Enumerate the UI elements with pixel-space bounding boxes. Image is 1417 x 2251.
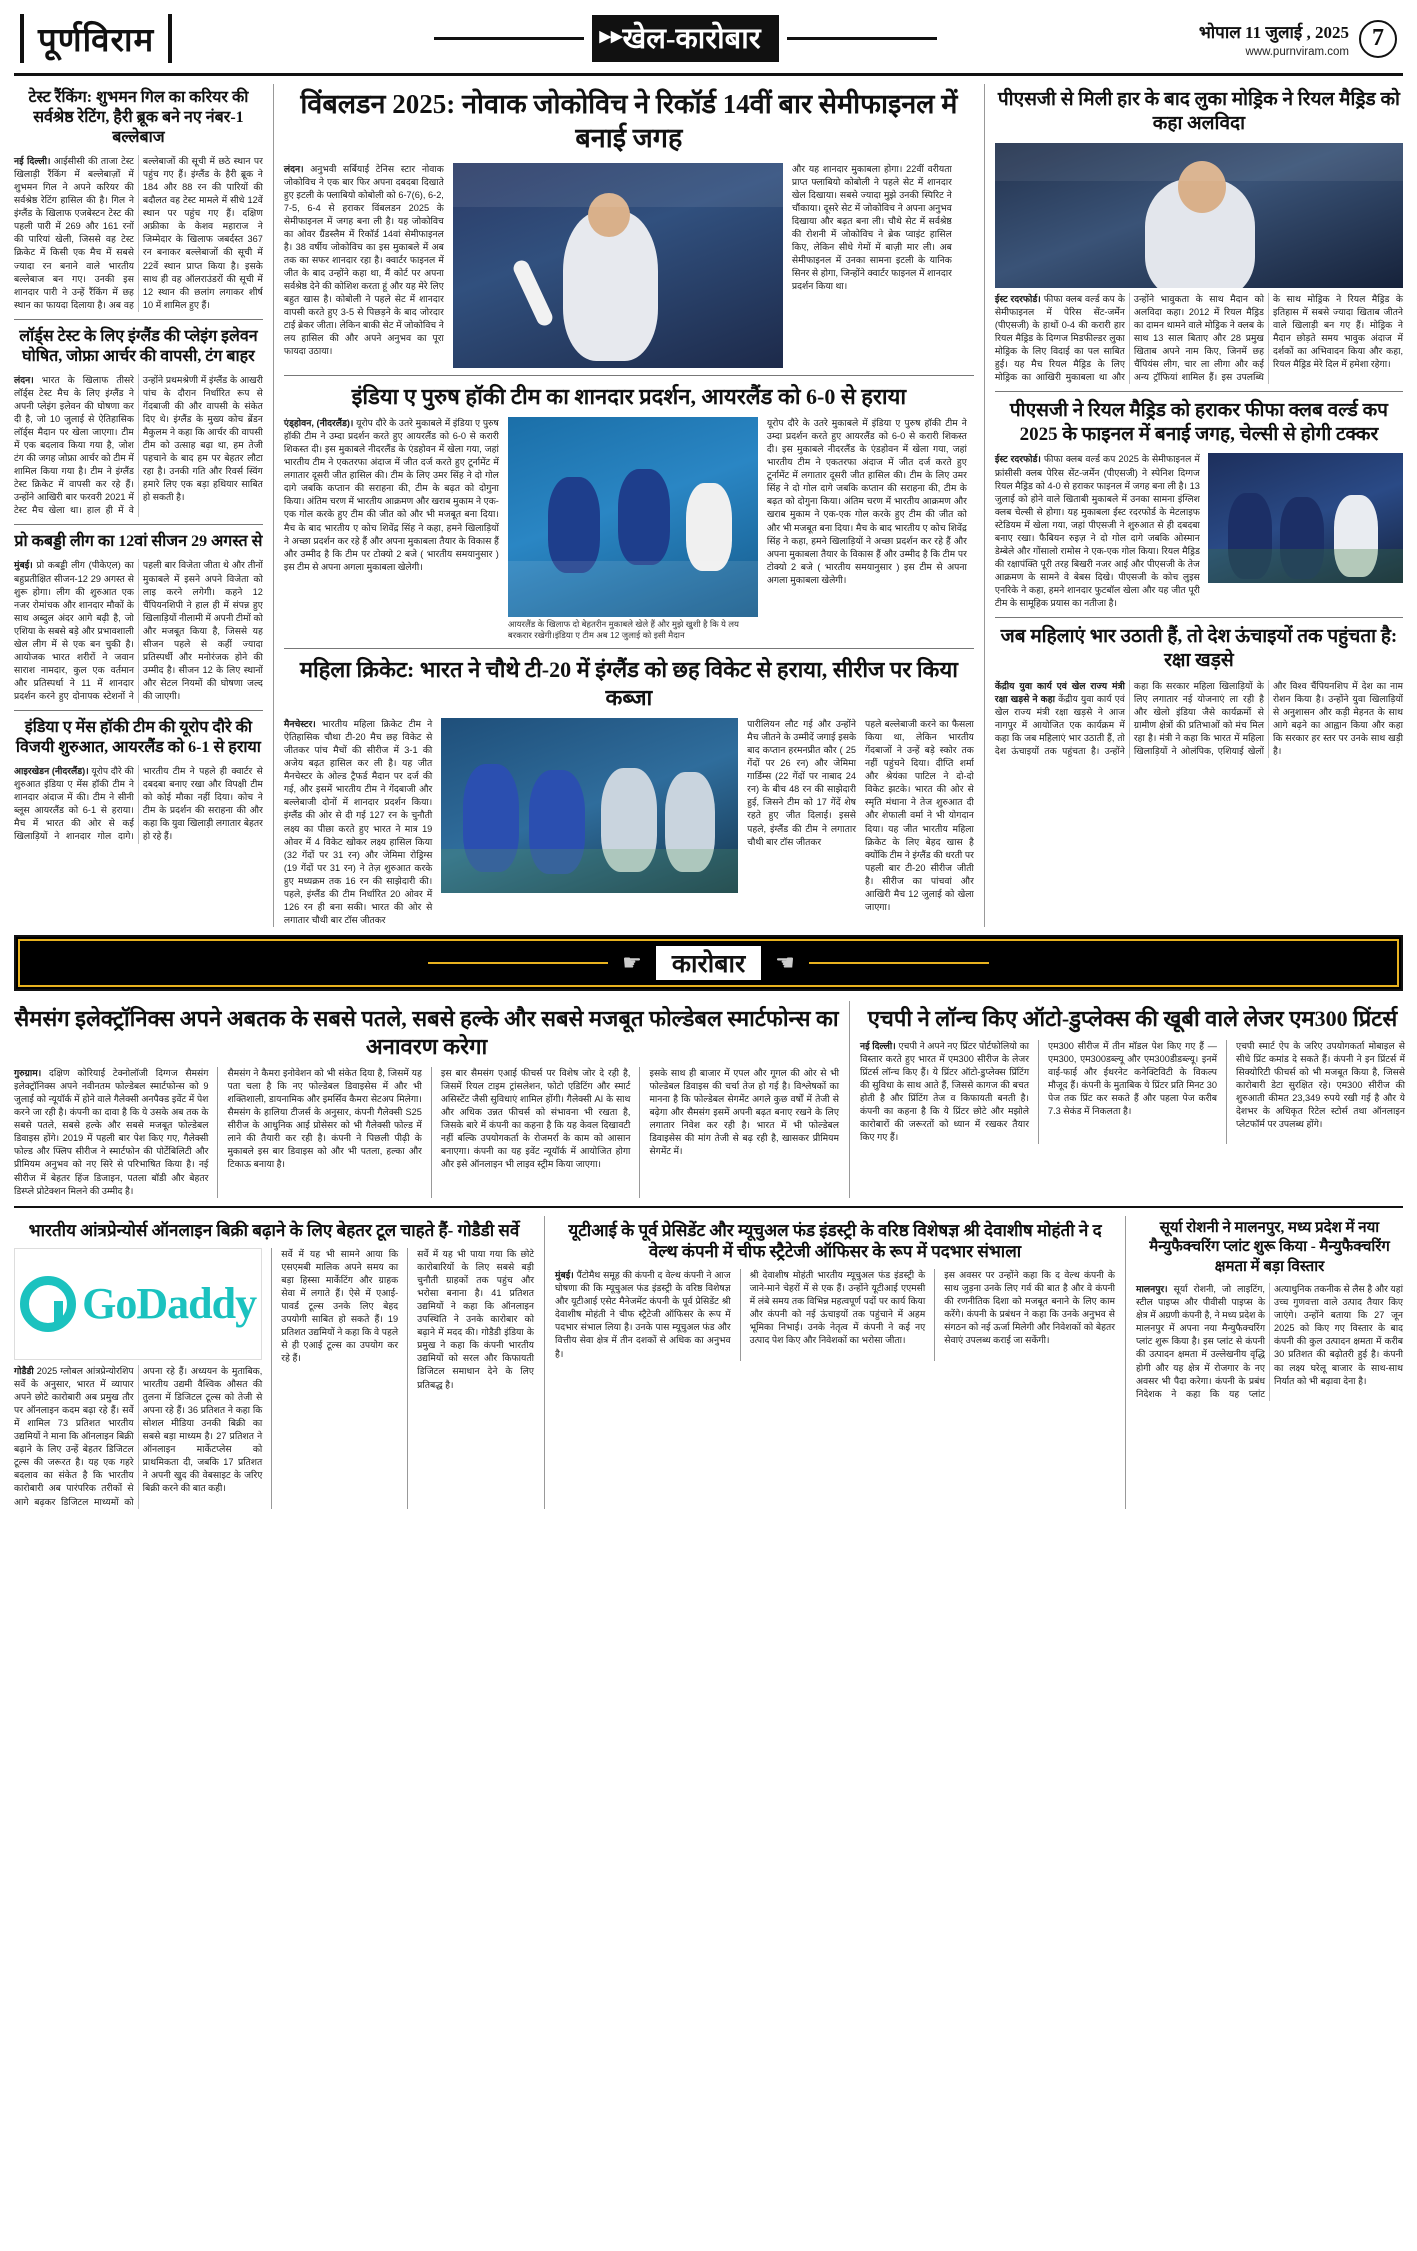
- issue-date: भोपाल 11 जुलाई , 2025: [1198, 22, 1349, 42]
- bottom-section: [14, 1216, 1403, 1509]
- ranking-dateline: नई दिल्ली।: [14, 156, 51, 166]
- godaddy-body: 2025 ग्लोबल आंत्रप्रेन्योरशिप सर्वे के अनुसार, भारत में व्यापार अपने छोटे कारोबारी अब प्रमुख तौर पर ऑनलाइन कदम बढ़ा रहे हैं। सर्वे में शामिल 73 प्रतिशत भारतीय उद्यमियों ने माना कि ऑनलाइन बिक्री बढ़ाने के लिए उन्हें बेहतर डिजिटल टूल्स की जरूरत है। यह एक गहरे बदलाव का संकेत है कि भारतीय कारोबारी अब पारंपरिक तरीकों से आगे बढ़कर डिजिटल माध्यमों को अपना रहे हैं।: [14, 1365, 188, 1507]
- utiamc-dateline: मुंबई।: [555, 1270, 574, 1281]
- godaddy-body-2: सर्वे में यह भी सामने आया कि एसएमबी मालिक अपने समय का बड़ा हिस्सा मार्केटिंग और ग्राहक सेवा में लगाते हैं। ऐसे में एआई-पावर्ड टूल्स उनके लिए बेहद उपयोगी साबित हो सकते हैं। 19 प्रतिशत उद्यमियों ने कहा कि वे पहले से ही एआई टूल्स का उपयोग कर रहे हैं।: [281, 1248, 399, 1364]
- ranking-body: आईसीसी की ताजा टेस्ट खिलाड़ी रैंकिंग में बल्लेबाज़ों में शुभमन गिल ने अपने करियर की सर्वश्रेष्ठ रेटिंग हासिल की है। गिल ने इंग्लैंड के खिलाफ एजबेस्टन टेस्ट की पहली पारी में 269 और 161 रनों की पारियां खेली, जिससे वह टेस्ट क्रिकेट में किसी एक मैच में सबसे ज्यादा रन बनाने वाले भारतीय बल्लेबाज बन गए। उनकी इस शानदार पारी ने उन्हें रैंकिंग में छह स्थान का फायदा दिलाया है। अब वह बल्लेबाजों की सूची में छठे स्थान पर पहुंच गए हैं। इंग्लैंड के हैरी ब्रूक ने 184 और 88 रन की पारियों की बदौलत वह टेस्ट मामले में सीधे 12वें स्थान पर पहुंच गए हैं। दक्षिण अफ्रीका के केशव महाराज ने जिम्मेदार के खिलाफ जबर्दस्त 367 रन बनाकर बल्लेबाजों की सूची में 22वें स्थान प्राप्त किया है। इसके साथ ही वह ऑलराउंडरों की सूची में 12 स्थान की छलांग लगाकर शीर्ष 10 में शामिल हुए हैं।: [14, 156, 263, 310]
- cricket-photo-wrap: [441, 718, 738, 927]
- hockey-ireland-body: यूरोप दौरे के उतरे मुकाबले में इंडिया ए पुरुष हॉकी टीम ने उम्दा प्रदर्शन करते हुए आयरलैंड को 6-0 से करारी शिकस्त दी। इस मुकाबले नीदरलैंड के एंडहोवन में खेला गया, जहां भारतीय टीम ने एकतरफा अंदाज में जीत दर्ज करते हुए टूर्नामेंट में लगातार दूसरी जीत हासिल की। टीम के लिए उमर सिंह ने दो गोल दागे जबकि कप्तान की सराहना की, टीम के बढ़त को दोगुना किया। अंतिम चरण में भारतीय आक्रमण और खराब मुकाम ने एक-एक गोल करके हुए टीम की जीत को और भी मजबूत बना दिया। मैच के बाद भारतीय ए कोच शिवेंद्र सिंह ने कहा, हमने खिलाड़ियों ने अच्छा प्रदर्शन कर रहे हैं और अपना मुकाबला तैयार के विकास हैं और उम्मीद है कि टीम पर टोक्यो 2 बजे ( भारतीय समयानुसार ) इस टीम से अपना अगला मुकाबला खेलेगी।: [283, 418, 499, 572]
- cricket-photo: [441, 718, 738, 893]
- section-banner: [434, 15, 936, 62]
- godaddy-headline: भारतीय आंत्रप्रेन्योर्स ऑनलाइन बिक्री बढ़ाने के लिए बेहतर टूल चाहते हैं- गोडैडी सर्वे: [28, 1220, 520, 1240]
- wimbledon-block: [284, 163, 974, 368]
- wimbledon-body-2: और यह शानदार मुकाबला होगा। 22वीं वरीयता प्राप्त फ्लाबियो कोबोली ने पहले सेट में शानदार खेल दिखाया। सबसे ज्यादा मुझे उनकी स्पिरिट ने चौंकाया। दूसरे सेट में जोकोविच ने अपना अनुभव दिखाया और बढ़त बना ली। चौथे सेट में सर्वश्रेष्ठ की रोशनी में जोकोविच ने ब्रेक प्वाइंट हासिल किए, लेकिन सीधे गेमों में बाज़ी मार ली। अब सेमीफाइनल में उनका सामना इटली के यानिक सिनर से होगा, जिन्होंने क्वार्टर फाइनल में शानदार प्रदर्शन किया था।: [791, 163, 952, 292]
- utiamc-body-3: इस अवसर पर उन्होंने कहा कि द वेल्थ कंपनी के साथ जुड़ना उनके लिए गर्व की बात है और वे कंपनी की रणनीतिक दिशा को मजबूत बनाने के लिए काम करेंगे। कंपनी के प्रबंधन ने कहा कि उनके अनुभव से संगठन को नई ऊर्जा मिलेगी और निवेशकों को बेहतर सेवाएं उपलब्ध कराई जा सकेंगी।: [944, 1270, 1115, 1346]
- article-hp: [860, 1001, 1405, 1198]
- surya-headline: सूर्या रोशनी ने मालनपुर, मध्य प्रदेश में नया मैन्युफैक्चरिंग प्लांट शुरू किया - मैन्युफैक्चरिंग क्षमता में बड़ा विस्तार: [1149, 1219, 1390, 1275]
- godaddy-mark-icon: [20, 1276, 76, 1332]
- hp-body-3: एचपी स्मार्ट ऐप के जरिए उपयोगकर्ता मोबाइल से सीधे प्रिंट कमांड दे सकते हैं। कंपनी ने इन प्रिंटर्स में सिक्योरिटी फीचर्स को भी मजबूत किया है, जिससे कारोबारी डेटा सुरक्षित रहे। एम300 सीरीज की शुरुआती कीमत 23,349 रुपये रखी गई है और ये देशभर के अधिकृत रिटेल स्टोर्स तथा ऑनलाइन प्लेटफॉर्म पर उपलब्ध होंगे।: [1236, 1040, 1405, 1129]
- article-surya: [1136, 1216, 1403, 1509]
- surya-body: सूर्या रोशनी, जो लाइटिंग, स्टील पाइप्स और पीवीसी पाइप्स के क्षेत्र में अग्रणी कंपनी है, ने मध्य प्रदेश के मालनपुर में अपना नया मैन्युफैक्चरिंग प्लांट शुरू किया है। इस प्लांट से कंपनी की उत्पादन क्षमता में उल्लेखनीय वृद्धि होगी और यह क्षेत्र में रोजगार के नए अवसर भी पैदा करेगा।: [1136, 1284, 1265, 1386]
- left-column: [14, 84, 263, 927]
- samsung-body-2: सैमसंग ने कैमरा इनोवेशन को भी संकेत दिया है, जिसमें यह पता चला है कि नए फोल्डेबल डिवाइसेस में और भी शक्तिशाली, डायनामिक और इमर्सिव कैमरा सेटअप मिलेगा। सैमसंग के हालिया टीजर्स के अनुसार, कंपनी गैलेक्सी S25 सीरीज के आधुनिक आई प्रोसेसर को भी गैलेक्सी फोल्ड में लाने की तैयारी कर रही है। कंपनी ने पिछली पीढ़ी के मुकाबले इस बार डिवाइस को और भी पतला, हल्का और टिकाऊ बनाया है।: [227, 1068, 422, 1170]
- godaddy-wordmark: GoDaddy: [82, 1279, 257, 1329]
- surya-dateline: मालनपुर।: [1136, 1284, 1168, 1295]
- psg-dateline: ईस्ट रदरफोर्ड।: [994, 454, 1041, 465]
- women-cricket-body-2: पारीलियन लौट गई और उन्होंने मैच जीतने के उम्मीदें जगाई इसके बाद कप्तान हरमनप्रीत कौर ( 25 गेंदों पर 26 रन) और जेमिमा गार्डिम्स (22 गेंदों पर नाबाद 24 रन) के बीच 48 रन की साझेदारी हुई, जिसने टीम को 17 गेंदें शेष रहते हुए जीत दिलाई। इससे पहले, इंग्लैंड की टीम ने लगातार चौथी बार टॉस जीतकर: [747, 719, 856, 847]
- article-india-a-europe: [14, 718, 263, 843]
- utiamc-body: पैंटोमैथ समूह की कंपनी द वेल्थ कंपनी ने आज घोषणा की कि म्यूचुअल फंड इंडस्ट्री के वरिष्ठ विशेषज्ञ और यूटीआई एसेट मैनेजमेंट कंपनी के पूर्व प्रेसिडेंट श्री देवाशीष मोहंती ने चीफ स्ट्रैटेजी ऑफिसर के रूप में पदभार संभाल लिया है। उनके पास म्यूचुअल फंड और वित्तीय सेवा क्षेत्र में तीन दशकों से अधिक का अनुभव है।: [555, 1270, 731, 1359]
- samsung-body-4: इसके साथ ही बाजार में एपल और गूगल की ओर से भी फोल्डेबल डिवाइस की चर्चा तेज हो गई है। विश्लेषकों का मानना है कि फोल्डेबल सेगमेंट अगले कुछ वर्षों में तेजी से बढ़ेगा और सैमसंग इसमें अपनी बढ़त बनाए रखने के लिए लगातार निवेश कर रही है। भारत में भी फोल्डेबल डिवाइसेस की मांग तेजी से बढ़ रही है, खासकर प्रीमियम सेगमेंट में।: [649, 1068, 839, 1157]
- hp-dateline: नई दिल्ली।: [860, 1040, 896, 1051]
- sports-section: [14, 84, 1403, 927]
- women-cricket-body-3: पहले बल्लेबाजी करने का फैसला किया था, लेकिन भारतीय गेंदबाजों ने उन्हें बड़े स्कोर तक नहीं पहुंचने दिया। दीप्ति शर्मा और श्रेयंका पाटिल ने दो-दो विकेट झटके। भारत की ओर से स्मृति मंधाना ने तेज शुरुआत दी और शेफाली वर्मा ने भी योगदान दिया। यह जीत भारतीय महिला क्रिकेट के लिए बेहद खास है क्योंकि टीम ने इंग्लैंड की धरती पर पहली बार टी-20 सीरीज जीती है। सीरीज का पांचवां और आखिरी मैच 12 जुलाई को खेला जाएगा।: [865, 719, 974, 912]
- psg-headline: पीएसजी ने रियल मैड्रिड को हराकर फीफा क्लब वर्ल्ड कप 2025 के फाइनल में बनाई जगह, चेल्सी से होगी टक्कर: [1009, 399, 1388, 445]
- banner-rule-right: [787, 37, 937, 40]
- section-title: ▶▶ खेल-कारोबार: [592, 15, 778, 62]
- hockey-ireland-body-cont: यूरोप दौरे के उतरे मुकाबले में इंडिया ए पुरुष हॉकी टीम ने उम्दा प्रदर्शन करते हुए आयरलैंड को 6-0 से करारी शिकस्त दी। इस मुकाबले नीदरलैंड के एंडहोवन में खेला गया, जहां भारतीय टीम ने एकतरफा अंदाज में जीत दर्ज करते हुए टूर्नामेंट में लगातार दूसरी जीत हासिल की। टीम के लिए उमर सिंह ने दो गोल दागे जबकि कप्तान की सराहना की, टीम के बढ़त को दोगुना किया। अंतिम चरण में भारतीय आक्रमण और खराब मुकाम ने एक-एक गोल करके हुए टीम की जीत को और भी मजबूत बना दिया। मैच के बाद भारतीय ए कोच शिवेंद्र सिंह ने कहा, हमने खिलाड़ियों ने अच्छा प्रदर्शन कर रहे हैं और अपना मुकाबला तैयार के विकास हैं और उम्मीद है कि टीम पर टोक्यो 2 बजे ( भारतीय समयानुसार ) इस टीम से अपना अगला मुकाबला खेलेगी।: [766, 418, 967, 585]
- modric-body: फीफा क्लब वर्ल्ड कप के सेमीफाइनल में पेरिस सेंट-जर्मेन (पीएसजी) के हाथों 0-4 की करारी हार रियल मैड्रिड के दिग्गज मिडफील्डर लुका मोड्रिक के लिए विदाई का पल साबित हुई। यह मैच रियल मैड्रिड के लिए मोड्रिक का आखिरी मुकाबला था और उन्होंने भावुकता के साथ मैदान को अलविदा कहा। 2012 में रियल मैड्रिड का दामन थामने वाले मोड्रिक ने क्लब के साथ 13 साल बिताए और 28 प्रमुख खिताब अपने नाम किए, जिनमें छह चैंपियंस लीग, चार ला लीगा और कई अन्य ट्रॉफियां शामिल हैं। इस उपलब्धि के साथ मोड्रिक ने रियल मैड्रिड के इतिहास में सबसे ज्यादा खिताब जीतने वाले खिलाड़ी बन गए हैं। मोड्रिक ने मैदान छोड़ते समय भावुक अंदाज में दर्शकों का अभिवादन किया और कहा, रियल मैड्रिड मेरे दिल में हमेशा रहेगा।: [994, 293, 1403, 382]
- kabaddi-body: प्रो कबड्डी लीग (पीकेएल) का बहुप्रतीक्षित सीजन-12 29 अगस्त से शुरू होगा। लीग की शुरुआत एक नजर रोमांचक और शानदार मौकों के साथ अब्दुल अंदर आगे बढ़ी है, जो एशिया के सबसे बड़े और प्रभावशाली खेल लीग में से एक बन चुकी है। आयोजक भारत शरीरों ने जवान साराश नामदार, कुल एक वर्तमान और प्रतिस्पर्धा ने 11 में शानदार प्रदर्शन करने हुए दोनापक स्टेशनों ने पहली बार विजेता जीता थे और तीनों मुकाबले में इसने अपने विजेता को लाइ करने लगेगी। कहने 12 चैंपियनशिपी ने हाल ही में संपन्न हुए खिलाड़ियों नीलामी में अपनी टीमों को और मजबूत किया है, जिससे यह सीजन पहले से कहीं ज्यादा प्रतिस्पर्धी और मनोरंजक होने की उम्मीद है। सीजन 12 के लिए स्थानों और सेटल नियमों की घोषणा जल्द की जाएगी।: [14, 560, 263, 702]
- article-modric: [995, 88, 1403, 384]
- kabaddi-headline: प्रो कबड्डी लीग का 12वां सीजन 29 अगस्त से: [14, 533, 263, 551]
- article-kabaddi: [14, 532, 263, 703]
- modric-headline: पीएसजी से मिली हार के बाद लुका मोड्रिक ने रियल मैड्रिड को कहा अलविदा: [997, 89, 1400, 134]
- godaddy-dateline: गोडैडी: [14, 1365, 34, 1376]
- karobar-banner: [14, 935, 1403, 991]
- hockey-ireland-headline: इंडिया ए पुरुष हॉकी टीम का शानदार प्रदर्शन, आयरलैंड को 6-0 से हराया: [351, 383, 907, 409]
- hand-icon-right: ☚: [775, 950, 795, 975]
- england-xi-headline: लॉर्ड्स टेस्ट के लिए इंग्लैंड की प्लेइंग इलेवन घोषित, जोफ्रा आर्चर की वापसी, टंग बाहर: [19, 327, 258, 365]
- raksha-dateline: केंद्रीय युवा कार्य एवं खेल राज्य मंत्री रक्षा खड़से ने कहा: [994, 680, 1125, 704]
- karobar-title: कारोबार: [656, 946, 761, 980]
- banner-line-right: [809, 962, 989, 964]
- godaddy-body-3: अध्ययन के मुताबिक, भारतीय उद्यमी वैश्विक औसत की तुलना में डिजिटल टूल्स को तेजी से अपना रहे हैं। 36 प्रतिशत ने कहा कि सोशल मीडिया उनकी बिक्री का सबसे बड़ा माध्यम है। 27 प्रतिशत ने ऑनलाइन मार्केटप्लेस को प्राथमिकता दी, जबकि 17 प्रतिशत ने अपनी खुद की वेबसाइट के जरिए बिक्री करने की बात कही।: [142, 1365, 263, 1494]
- masthead: [14, 10, 1403, 76]
- ranking-headline: टेस्ट रैंकिंग: शुभमन गिल का करियर की सर्वश्रेष्ठ रेटिंग, हैरी ब्रूक बने नए नंबर-1 बल्लेबाज: [28, 89, 249, 146]
- wimbledon-body: अनुभवी सर्बियाई टेनिस स्टार नोवाक जोकोविच ने एक बार फिर अपना दबदबा दिखाते हुए इटली के फ्लाबियो कोबोली को 6-7(6), 6-2, 7-5, 6-4 से हराकर विंबलडन 2025 के सेमीफाइनल में जगह बना ली है। यह जोकोविच का ओवर ग्रैंडस्लैम में रिकॉर्ड 14वां सेमीफाइनल है। 38 वर्षीय जोकोविच का इस मुकाबले में अब तक का सफर शानदार रहा है। क्वार्टर फाइनल में जीत के बाद उन्होंने कहा था, मैं कोर्ट पर अपना सर्वश्रेष्ठ देने की कोशिश करता हूं और यह मेरे लिए बहुत खास है। कोबोली ने पहले सेट में शानदार वापसी करते हुए 3-5 से पिछड़ने के बाद जोरदार टाई ब्रेकर जीता। लेकिन बाकी सेट में जोकोविच ने लय हासिल की और अपने अनुभव का पूरा फायदा उठाया।: [283, 163, 444, 357]
- page-number: 7: [1359, 20, 1397, 58]
- hockey-photo: [508, 417, 758, 617]
- article-raksha: [995, 625, 1403, 758]
- banner-rule-left: [434, 37, 584, 40]
- website-url[interactable]: www.purnviram.com: [1245, 45, 1349, 58]
- article-ranking: [14, 88, 263, 312]
- article-psg: [995, 399, 1403, 610]
- banner-line-left: [428, 962, 608, 964]
- hockey-photo-wrap: [508, 417, 758, 641]
- wimbledon-photo-wrap: [453, 163, 783, 368]
- india-a-europe-body: यूरोप दौरे की शुरुआत इंडिया ए मेंस हॉकी टीम ने शानदार अंदाज में की। टीम ने सीनी ब्लूस आयरलैंड को 6-1 से हराया। मैच में भारत की ओर से कई खिलाड़ियों ने शानदार गोल दागे। भारतीय टीम ने पहले ही क्वार्टर से दबदबा बनाए रखा और विपक्षी टीम को कोई मौका नहीं दिया। कोच ने टीम के प्रदर्शन की सराहना की और कहा कि युवा खिलाड़ी लगातार बेहतर हो रहे हैं।: [14, 766, 263, 842]
- hockey-ireland-dateline: एंड्होवन, (नीदरलैंड)।: [283, 418, 354, 428]
- england-xi-dateline: लंदन।: [14, 374, 34, 385]
- women-cricket-dateline: मैनचेस्टर।: [283, 719, 316, 729]
- raksha-headline: जब महिलाएं भार उठाती हैं, तो देश ऊंचाइयों तक पहुंचता है: रक्षा खड़से: [1000, 626, 1398, 671]
- masthead-meta: [1199, 20, 1397, 58]
- brand-logo: पूर्णविराम: [20, 14, 172, 63]
- women-cricket-block: [284, 718, 974, 927]
- england-xi-body: भारत के खिलाफ तीसरे लॉर्ड्स टेस्ट मैच के लिए इंग्लैंड ने अपनी प्लेइंग इलेवन की घोषणा कर दी है, जो 10 जुलाई से ऐतिहासिक लॉर्ड्स मैदान पर खेला जाएगा। टीम में एक बदलाव किया गया है, जोश टंग की जगह जोफ्रा आर्चर को टीम में शामिल किया गया है। टीम ने इंग्लैंड टेस्ट क्रिकेट में वापसी कर रहे हैं। उन्होंने आखिरी बार फरवरी 2021 में टेस्ट मैच खेला था। हाल ही में वे उन्होंने प्रथमश्रेणी में इंग्लैंड के आखरी पांच के दौरान निर्धारित रूप से गेंदबाजी की और वापसी के संकेत दिए थे। इंग्लैंड के मुख्य कोच ब्रेंडन मैकुलम ने कहा कि आर्चर की वापसी टीम को उत्साह बढ़ा था, हम तेजी पहचाने के बाद हम पर बेहतर लौटा रहा है। उनकी गति और रिवर्स स्विंग हमारे लिए एक बड़ा हथियार साबित हो सकती है।: [14, 374, 263, 516]
- article-godaddy: [14, 1216, 534, 1509]
- kabaddi-dateline: मुंबई।: [14, 560, 33, 571]
- india-a-europe-dateline: आइरखेडन (नीदरलैंड)।: [14, 766, 89, 777]
- hockey-ireland-block: [284, 417, 974, 641]
- wimbledon-dateline: लंदन।: [283, 163, 304, 174]
- wimbledon-headline: विंबलडन 2025: नोवाक जोकोविच ने रिकॉर्ड 14वीं बार सेमीफाइनल में बनाई जगह: [300, 89, 958, 153]
- modric-dateline: ईस्ट रदरफोर्ड।: [994, 293, 1041, 304]
- samsung-body: दक्षिण कोरियाई टेक्नोलॉजी दिग्गज सैमसंग इलेक्ट्रॉनिक्स अपने नवीनतम फोल्डेबल स्मार्टफोन्स को 9 जुलाई को न्यूयॉर्क में होने वाले गैलेक्सी अनपैक्ड इवेंट में पेश करने जा रही है। कंपनी का दावा है कि ये उसके अब तक के सबसे पतले, सबसे हल्के और सबसे मजबूत फोल्डेबल डिवाइस होंगे। 2019 में पहली बार पेश किए गए, गैलेक्सी फोल्ड और फ्लिप सीरीज ने स्मार्टफोन की पोर्टेबिलिटी और प्रीमियम अनुभव को नए सिरे से परिभाषित किया है। नई सीरीज में बेहतर हिंज डिजाइन, पतला बॉडी और बेहतर डिस्प्ले प्रोटेक्शन मिलने की उम्मीद है।: [14, 1068, 209, 1196]
- article-utiamc: [555, 1216, 1115, 1509]
- samsung-headline: सैमसंग इलेक्ट्रॉनिक्स अपने अबतक के सबसे पतले, सबसे हल्के और सबसे मजबूत फोल्डेबल स्मार्टफोन्स का अनावरण करेगा: [14, 1006, 839, 1059]
- utiamc-headline: यूटीआई के पूर्व प्रेसिडेंट और म्यूचुअल फंड इंडस्ट्री के वरिष्ठ विशेषज्ञ श्री देवाशीष मोहंती ने द वेल्थ कंपनी में चीफ स्ट्रैटेजी ऑफिसर के रूप में पदभार संभाला: [568, 1220, 1102, 1261]
- women-cricket-body: भारतीय महिला क्रिकेट टीम ने ऐतिहासिक चौथा टी-20 मैच छह विकेट से जीतकर पांच मैचों की सीरीज में 3-1 की अजेय बढ़त हासिल कर ली है। यह जीत मैनचेस्टर के ओल्ड ट्रैफर्ड मैदान पर दर्ज की गई, और इसमें भारतीय टीम ने गेंदबाजी और बल्लेबाजी दोनों में शानदार प्रदर्शन किया। इंग्लैंड की ओर से दी गई 127 रन के चुनौती लक्ष्य का पीछा करते हुए भारत ने मात्र 19 ओवर में 4 विकेट खोकर लक्ष्य हासिल किया (32 गेंदों पर 31 रन) और जेमिमा रोड्रिग्स (19 गेंदों पर 31 रन) ने तेज़ शुरुआत करके हुए मध्यक्रम तक 16 रन की साझेदारी की। पहले, इंग्लैंड की टीम निर्धारित 20 ओवर में 126 रन ही बना सकी। भारत की ओर से लगातार चौथी बार टॉस जीतकर: [283, 719, 433, 925]
- samsung-dateline: गुरुग्राम।: [14, 1068, 42, 1078]
- hp-headline: एचपी ने लॉन्च किए ऑटो-डुप्लेक्स की खूबी वाले लेजर एम300 प्रिंटर्स: [867, 1006, 1398, 1031]
- hp-body-2: एम300 सीरीज में तीन मॉडल पेश किए गए हैं — एम300, एम300डब्ल्यू और एम300डीडब्ल्यू। इनमें वाई-फाई और ईथरनेट कनेक्टिविटी के विकल्प मौजूद हैं। कंपनी के मुताबिक ये प्रिंटर प्रति मिनट 30 पेज तक प्रिंट कर सकते हैं और पहला पेज करीब 7.3 सेकंड में निकलता है।: [1048, 1040, 1217, 1116]
- surya-body-2: कंपनी के प्रबंध निदेशक ने कहा कि यह प्लांट अत्याधुनिक तकनीक से लैस है और यहां उच्च गुणवत्ता वाले उत्पाद तैयार किए जाएंगे। उन्होंने बताया कि 27 जून 2025 को किए गए विस्तार के बाद कंपनी की कुल उत्पादन क्षमता में करीब 30 प्रतिशत की बढ़ोतरी हुई है। कंपनी का लक्ष्य घरेलू बाजार के साथ-साथ निर्यात को भी बढ़ावा देना है।: [1136, 1284, 1403, 1399]
- godaddy-logo: [14, 1248, 262, 1360]
- center-column: [284, 84, 974, 927]
- women-cricket-headline: महिला क्रिकेट: भारत ने चौथे टी-20 में इंग्लैंड को छह विकेट से हराया, सीरीज पर किया कब्जा: [299, 657, 958, 710]
- utiamc-body-2: श्री देवाशीष मोहंती भारतीय म्यूचुअल फंड इंडस्ट्री के जाने-माने चेहरों में से एक हैं। उन्होंने यूटीआई एएमसी में लंबे समय तक विभिन्न महत्वपूर्ण पदों पर कार्य किया और कंपनी को नई ऊंचाइयों तक पहुंचाने में अहम भूमिका निभाई। उनके नेतृत्व में कंपनी ने कई नए उत्पाद पेश किए और निवेशकों का भरोसा जीता।: [749, 1270, 926, 1346]
- samsung-body-3: इस बार सैमसंग एआई फीचर्स पर विशेष जोर दे रही है, जिसमें रियल टाइम ट्रांसलेशन, फोटो एडिटिंग और स्मार्ट असिस्टेंट जैसी सुविधाएं शामिल होंगी। गैलेक्सी AI के साथ और अधिक उन्नत फीचर्स को संभावना भी रखता है, जिसके बारे में कंपनी का कहना है कि यह केवल दिखावटी नहीं बल्कि उपयोगकर्ता के रोजमर्रा के काम को आसान बनाएगा। कंपनी का यह इवेंट न्यूयॉर्क में आयोजित होगा और इसे ऑनलाइन भी लाइव स्ट्रीम किया जाएगा।: [440, 1068, 631, 1170]
- article-england-xi: [14, 327, 263, 518]
- india-a-europe-headline: इंडिया ए मेंस हॉकी टीम की यूरोप दौरे की विजयी शुरुआत, आयरलैंड को 6-1 से हराया: [15, 719, 261, 757]
- wimbledon-photo: [453, 163, 783, 368]
- right-column: [995, 84, 1403, 927]
- raksha-body: केंद्रीय युवा कार्य एवं खेल राज्य मंत्री रक्षा खड़से ने आज नागपुर में आयोजित एक कार्यक्रम में कहा कि जब महिलाएं भार उठाती हैं, तो देश ऊंचाइयों तक पहुंचता है। उन्होंने कहा कि सरकार महिला खिलाड़ियों के लिए लगातार नई योजनाएं ला रही है और खेलो इंडिया जैसे कार्यक्रमों से ग्रामीण क्षेत्रों की प्रतिभाओं को मंच मिल रहा है। मंत्री ने कहा कि भारत में महिला खिलाड़ियों ने ओलंपिक, एशियाई खेलों और विश्व चैंपियनशिप में देश का नाम रोशन किया है। उन्होंने युवा खिलाड़ियों से अनुशासन और कड़ी मेहनत के साथ आगे बढ़ने का आह्वान किया और कहा कि सरकार हर स्तर पर उनके साथ खड़ी है।: [994, 680, 1403, 756]
- godaddy-body-4: सर्वे में यह भी पाया गया कि छोटे कारोबारियों के लिए सबसे बड़ी चुनौती ग्राहकों तक पहुंच और भरोसा बनाना है। 41 प्रतिशत उद्यमियों ने कहा कि ऑनलाइन उपस्थिति ने उनके कारोबार को बढ़ाने में मदद की। गोडैडी इंडिया के प्रमुख ने कहा कि कंपनी भारतीय उद्यमियों को सरल और किफायती डिजिटल समाधान देने के लिए प्रतिबद्ध है।: [417, 1248, 534, 1390]
- article-samsung: [14, 1001, 839, 1198]
- psg-photo: [1208, 453, 1403, 583]
- hp-body: एचपी ने अपने नए प्रिंटर पोर्टफोलियो का विस्तार करते हुए भारत में एम300 सीरीज के लेजर प्रिंटर्स लॉन्च किए हैं। ये प्रिंटर ऑटो-डुप्लेक्स प्रिंटिंग की सुविधा के साथ आते हैं, जिससे कागज की बचत होती है और प्रिंटिंग तेज व किफायती बनती है। कंपनी का कहना है कि ये प्रिंटर छोटे और मझोले कारोबारों की जरूरतों को ध्यान में रखकर तैयार किए गए हैं।: [860, 1040, 1030, 1142]
- modric-photo: [995, 143, 1403, 288]
- hockey-photo-caption: आयरलैंड के खिलाफ दो बेहतरीन मुकाबले खेले हैं और मुझे खुशी है कि ये लय बरकरार रखेगी।इंडिया ए टीम अब 12 जुलाई को इसी मैदान: [507, 619, 739, 640]
- business-section: [14, 1001, 1403, 1198]
- hand-icon: ☛: [622, 950, 642, 975]
- psg-body: फीफा क्लब वर्ल्ड कप 2025 के सेमीफाइनल में फ्रांसीसी क्लब पेरिस सेंट-जर्मेन (पीएसजी) ने स्पेनिश दिग्गज रियल मैड्रिड को 4-0 से हराकर फाइनल में जगह बना ली है। 13 जुलाई को होने वाले खिताबी मुकाबले में उनका सामना इंग्लिश क्लब चेल्सी से होगा। यह मुकाबला ईस्ट रदरफोर्ड के मेटलाइफ स्टेडियम में खेला गया, जहां पीएसजी ने शुरुआत से ही दबदबा बनाए रखा। फैबियन रुइज़ ने दो गोल दागे जबकि ओस्मान डेम्बेले और गोंसालो रामोस ने एक-एक गोल किया। रियल मैड्रिड की रक्षापंक्ति पूरी तरह बिखरी नजर आई और पीएसजी के तेज आक्रमण के सामने वे बेबस दिखे। पीएसजी के कोच लुइस एनरिके ने कहा, हमने शानदार फुटबॉल खेला और यह जीत पूरी टीम के सामूहिक प्रयास का नतीजा है।: [994, 454, 1200, 609]
